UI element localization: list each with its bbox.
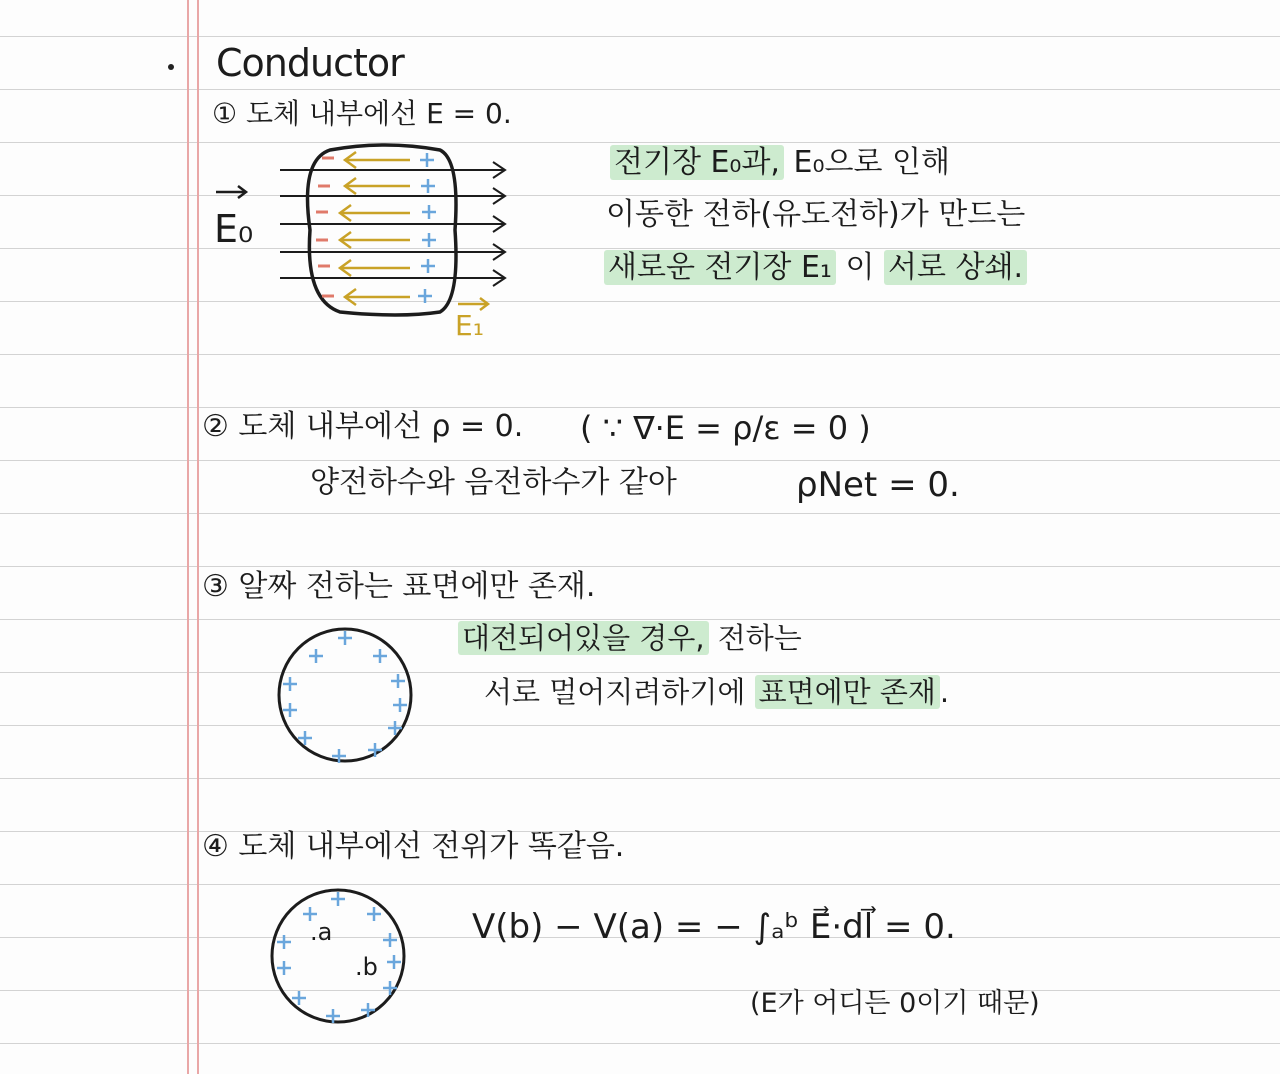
note-text: . [939,675,950,709]
page-title: Conductor [216,41,404,85]
e0-label: E₀ [214,207,254,251]
section2-formula: ( ∵ ∇·E = ρ/ε = 0 ) [580,409,871,447]
point-a: .a [310,918,333,946]
section1-heading: ① 도체 내부에선 E = 0. [212,97,512,130]
section4-note: (E가 어디든 0이기 때문) [750,988,1040,1019]
section3-heading: ③ 알짜 전하는 표면에만 존재. [202,569,596,604]
highlight-new-field: 새로운 전기장 E₁ [604,250,836,285]
section2-heading: ② 도체 내부에선 ρ = 0. [202,409,524,444]
note-text: 서로 멀어지려하기에 [484,675,755,709]
highlight-surface: 표면에만 존재 [755,675,940,709]
highlight-electric-field: 전기장 E₀과, [610,145,784,180]
note-text: 전하는 [708,621,802,655]
section1-note-line2: 이동한 전하(유도전하)가 만드는 [606,197,1026,232]
note-text: 이 [835,250,884,285]
highlight-charged: 대전되어있을 경우, [458,621,709,655]
highlight-cancel: 서로 상쇄. [884,250,1027,285]
point-b: .b [355,953,378,981]
section2-line2: 양전하수와 음전하수가 같아 [310,465,677,500]
section4-formula: V(b) − V(a) = − ∫ₐᵇ E⃗·dl⃗ = 0. [472,907,956,947]
section4-heading: ④ 도체 내부에선 전위가 똑같음. [202,829,625,864]
rho-net: ρNet = 0. [796,465,960,505]
note-text: E₀으로 인해 [783,145,950,180]
e1-label: E₁ [455,309,484,342]
